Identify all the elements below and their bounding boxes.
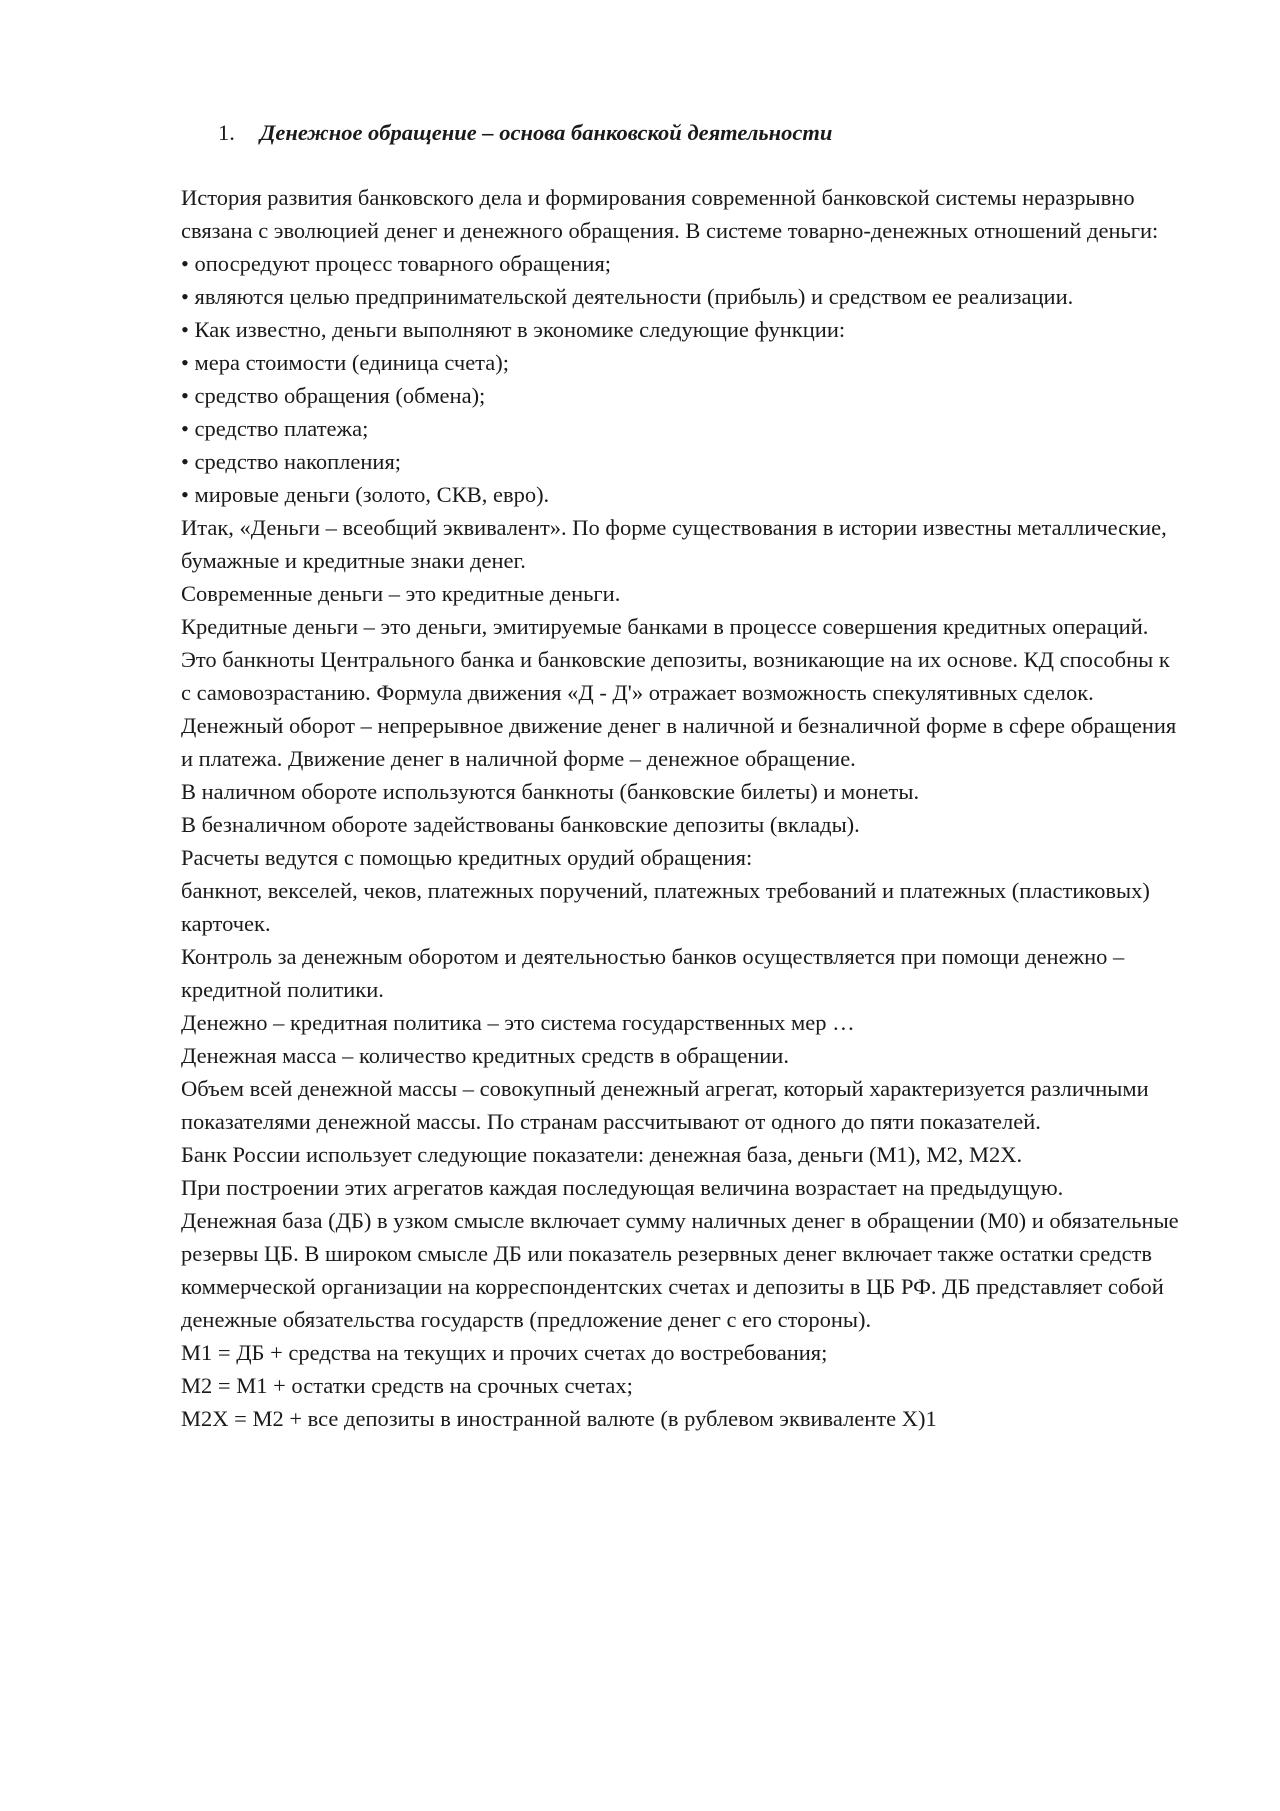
bullet-item: • средство накопления; [181, 449, 402, 474]
paragraph: Контроль за денежным оборотом и деятельностью банков осуществляется при помощи денежно – кредитной политики. [181, 944, 1125, 1002]
bullet-item: • средство обращения (обмена); [181, 383, 486, 408]
body-text [181, 181, 1181, 1435]
section-heading [218, 118, 1118, 148]
bullet-item: • Как известно, деньги выполняют в экономике следующие функции: [181, 317, 846, 342]
paragraph: В безналичном обороте задействованы банковские депозиты (вклады). [181, 812, 860, 837]
formula-line: М1 = ДБ + средства на текущих и прочих счетах до востребования; [181, 1340, 828, 1365]
paragraph: Банк России использует следующие показатели: денежная база, деньги (М1), М2, М2Х. [181, 1142, 1023, 1167]
paragraph: Денежно – кредитная политика – это система государственных мер … [181, 1010, 855, 1035]
heading-number: 1. [218, 120, 235, 145]
bullet-item: • мера стоимости (единица счета); [181, 350, 510, 375]
paragraph: Денежная база (ДБ) в узком смысле включает сумму наличных денег в обращении (М0) и обязательные резервы ЦБ. В широком смысле ДБ или показатель резервных денег включает также остатки средств коммерческой организации на корреспондентских счетах и депозиты в ЦБ РФ. ДБ представляет собой денежные обязательства государств (предложение денег с его стороны). [181, 1208, 1179, 1332]
paragraph: Кредитные деньги – это деньги, эмитируемые банками в процессе совершения кредитных операций. Это банкноты Центрального банка и банковские депозиты, возникающие на их основе. КД способны к с самовозрастанию. Формула движения «Д - Д'» отражает возможность спекулятивных сделок. [181, 614, 1170, 705]
paragraph: Итак, «Деньги – всеобщий эквивалент». По форме существования в истории известны металлические, бумажные и кредитные знаки денег. [181, 515, 1167, 573]
heading-title: Денежное обращение – основа банковской деятельности [260, 120, 833, 145]
bullet-item: • опосредуют процесс товарного обращения; [181, 251, 612, 276]
bullet-item: • средство платежа; [181, 416, 369, 441]
paragraph: Современные деньги – это кредитные деньги. [181, 581, 621, 606]
bullet-item: • мировые деньги (золото, СКВ, евро). [181, 482, 550, 507]
formula-line: М2 = М1 + остатки средств на срочных счетах; [181, 1373, 633, 1398]
paragraph: Расчеты ведутся с помощью кредитных орудий обращения: [181, 845, 753, 870]
paragraph: банкнот, векселей, чеков, платежных поручений, платежных требований и платежных (пластиковых) карточек. [181, 878, 1150, 936]
paragraph: Денежная масса – количество кредитных средств в обращении. [181, 1043, 789, 1068]
paragraph: Денежный оборот – непрерывное движение денег в наличной и безналичной форме в сфере обращения и платежа. Движение денег в наличной форме – денежное обращение. [181, 713, 1177, 771]
paragraph: История развития банковского дела и формирования современной банковской системы неразрывно связана с эволюцией денег и денежного обращения. В системе товарно-денежных отношений деньги: [181, 185, 1159, 243]
paragraph: В наличном обороте используются банкноты (банковские билеты) и монеты. [181, 779, 920, 804]
paragraph: При построении этих агрегатов каждая последующая величина возрастает на предыдущую. [181, 1175, 1064, 1200]
paragraph: Объем всей денежной массы – совокупный денежный агрегат, который характеризуется различными показателями денежной массы. По странам рассчитывают от одного до пяти показателей. [181, 1076, 1149, 1134]
bullet-item: • являются целью предпринимательской деятельности (прибыль) и средством ее реализации. [181, 284, 1074, 309]
formula-line: М2Х = М2 + все депозиты в иностранной валюте (в рублевом эквиваленте Х)1 [181, 1406, 937, 1431]
